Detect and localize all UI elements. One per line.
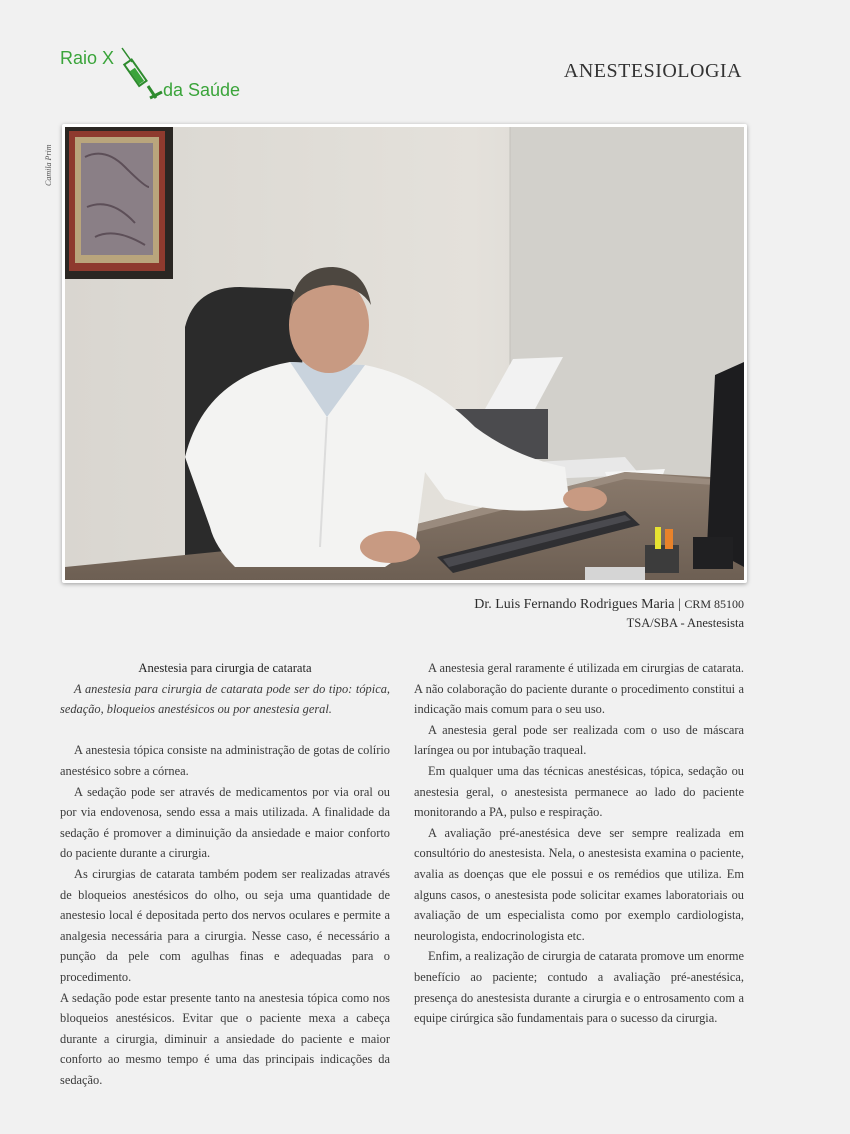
magazine-logo (58, 44, 268, 108)
article-paragraph: A sedação pode ser através de medicamentos por via oral ou por via endovenosa, sendo essa a mais utilizada. A finalidade da sedação é promover a diminuição da ansiedade e maior conforto do paciente durante a cirurgia. (60, 784, 390, 861)
article-column-right (414, 658, 744, 1029)
doctor-photo (65, 127, 744, 580)
doctor-name-caption: Dr. Luis Fernando Rodrigues Maria | CRM 85100 (474, 597, 744, 612)
article-lead: A anestesia para cirurgia de catarata pode ser do tipo: tópica, sedação, bloqueios anestésicos ou por anestesia geral. (60, 681, 390, 717)
doctor-name: Dr. Luis Fernando Rodrigues Maria (474, 597, 675, 612)
article-title: Anestesia para cirurgia de catarata (138, 661, 312, 675)
doctor-role: TSA/SBA - Anestesista (626, 616, 744, 630)
syringe-icon (118, 46, 164, 104)
office-scene-illustration (65, 127, 744, 580)
logo-line-1: Raio X (60, 48, 115, 68)
article-paragraph: As cirurgias de catarata também podem ser realizadas através de bloqueios anestésicos do olho, ou seja uma quantidade de anestesio local é depositada perto dos nervos oculares e permite a analgesia necessária para a cirurgia. Nesse caso, é necessário a punção da pele com agulhas finas e adequadas para o procedimento. (60, 866, 390, 984)
article-paragraph: A anestesia tópica consiste na administração de gotas de colírio anestésico sobre a córnea. (60, 743, 390, 778)
article-paragraph: A anestesia geral raramente é utilizada em cirurgias de catarata. A não colaboração do paciente durante o procedimento constitui a indicação mais comum para o seu uso. (414, 661, 744, 717)
doctor-crm: CRM 85100 (684, 597, 744, 611)
article-paragraph: A sedação pode estar presente tanto na anestesia tópica como nos bloqueios anestésicos. Evitar que o paciente mexa a cabeça durante a cirurgia, diminuir a ansiedade do paciente e maior conforto ao mesmo tempo é uma das principais indicações da sedação. (60, 990, 390, 1087)
article-paragraph: Enfim, a realização de cirurgia de catarata promove um enorme benefício ao paciente; contudo a avaliação pré-anestésica, presença do anestesista durante a cirurgia e o entrosamento com a equipe cirúrgica são fundamentais para o sucesso da cirurgia. (414, 949, 744, 1026)
photo-credit (40, 128, 60, 188)
article-column-left (60, 658, 390, 1090)
article-paragraph: A avaliação pré-anestésica deve ser sempre realizada em consultório do anestesista. Nela, o anestesista examina o paciente, avalia as doenças que ele possui e os remédios que utiliza. Em alguns casos, o anestesista pode solicitar exames laboratoriais ou avaliação de um especialista como por exemplo cardiologista, neurologista, endocrinologista etc. (414, 825, 744, 943)
doctor-photo-frame (62, 124, 747, 583)
logo-line-2: da Saúde (163, 80, 241, 100)
section-title: ANESTESIOLOGIA (563, 60, 742, 82)
photo-credit-text: Camila Prim (44, 144, 53, 186)
article-paragraph: Em qualquer uma das técnicas anestésicas, tópica, sedação ou anestesia geral, o anestesista permanece ao lado do paciente monitorando a PA, pulso e respiração. (414, 763, 744, 820)
article-paragraph: A anestesia geral pode ser realizada com o uso de máscara laríngea ou por intubação traqueal. (414, 722, 744, 758)
